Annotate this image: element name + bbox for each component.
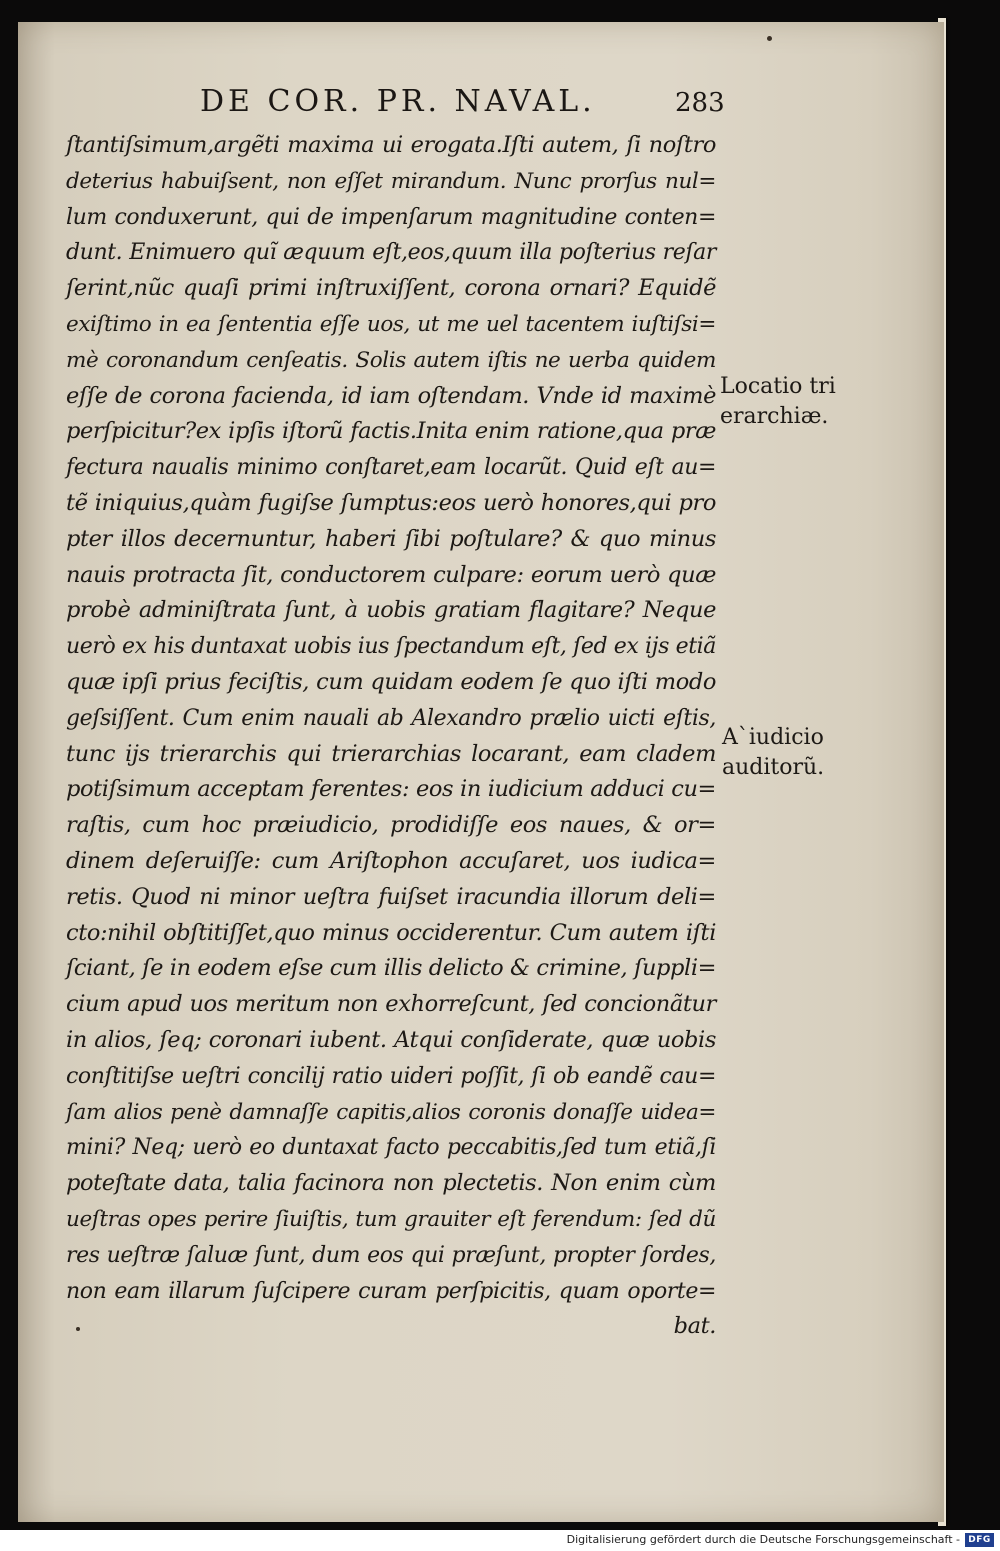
margin-note-line: Locatio tri	[720, 374, 836, 399]
text-line: ſam alios penè damnaſſe capitis,alios coronis donaſſe uidea=	[66, 1099, 716, 1125]
funding-notice: Digitalisierung gefördert durch die Deutsche Forschungsgemeinschaft -	[566, 1533, 960, 1546]
text-line: ſciant, ſe in eodem eſse cum illis delicto & crimine, ſuppli=	[66, 955, 717, 982]
page-number: 283	[675, 88, 725, 118]
text-line: pter illos decernuntur, haberi ſibi poſtulare? & quo minus	[66, 525, 716, 552]
text-line: potiſsimum acceptam ferentes: eos in iudicium adduci cu=	[66, 776, 716, 803]
margin-note-locatio	[720, 372, 836, 432]
footer-bar	[0, 1530, 1000, 1551]
text-line: lum conduxerunt, qui de impenſarum magnitudine conten=	[66, 204, 716, 230]
text-line: retis. Quod ni minor ueſtra fuiſset iracundia illorum deli=	[66, 883, 716, 910]
text-line: probè adminiſtrata ſunt, à uobis gratiam flagitare? Neque	[66, 597, 716, 624]
text-line: in alios, ſeq; coronari iubent. Atqui conſiderate, quæ uobis	[66, 1026, 716, 1053]
text-line: raſtis, cum hoc præiudicio, prodidiſſe eos naues, & or=	[66, 812, 716, 839]
margin-note-iudicio	[722, 723, 824, 783]
ink-spot	[767, 36, 772, 41]
running-head: DE COR. PR. NAVAL.	[200, 84, 596, 119]
text-line: cium apud uos meritum non exhorreſcunt, ſed concionãtur	[66, 991, 716, 1018]
text-line: mini? Neq; uerò eo duntaxat facto peccabitis,ſed tum etiã,ſi	[66, 1135, 716, 1161]
text-line: res ueſtræ ſaluæ ſunt, dum eos qui præſunt, propter ſordes,	[66, 1242, 716, 1268]
body-text	[66, 128, 716, 1345]
text-line: conſtitiſse ueſtri concilij ratio uideri poſſit, ſi ob eandẽ cau=	[66, 1063, 716, 1089]
text-line: uerò ex his duntaxat uobis ius ſpectandum eſt, ſed ex ijs etiã	[66, 634, 716, 660]
margin-note-line: auditorũ.	[722, 755, 825, 780]
text-line: geſsiſſent. Cum enim nauali ab Alexandro prælio uicti eſtis,	[66, 705, 716, 731]
text-line: non eam illarum ſuſcipere curam perſpicitis, quam oporte=	[66, 1278, 716, 1304]
text-line-final: bat.	[673, 1313, 716, 1340]
dfg-logo: DFG	[965, 1533, 994, 1547]
text-line: quæ ipſi prius feciſtis, cum quidam eodem ſe quo iſti modo	[66, 668, 716, 695]
text-line: dinem deſeruiſſe: cum Ariſtophon accuſaret, uos iudica=	[66, 847, 716, 874]
text-line: fectura naualis minimo conſtaret,eam locarũt. Quid eſt au=	[66, 455, 716, 481]
text-line: nauis protracta ſit, conductorem culpare: eorum uerò quæ	[66, 561, 716, 588]
text-line: ſtantiſsimum,argẽti maxima ui erogata.Iſti autem, ſi noſtro	[66, 132, 716, 158]
text-line: dunt. Enimuero quĩ æquum eſt,eos,quum illa poſterius reſar	[66, 240, 716, 266]
text-line: tẽ iniquius,quàm fugiſse ſumptus:eos uerò honores,qui pro	[66, 489, 716, 516]
text-line: mè coronandum cenſeatis. Solis autem iſtis ne uerba quidem	[66, 347, 716, 373]
text-line: deterius habuiſsent, non eſſet mirandum. Nunc prorſus nul=	[66, 168, 716, 194]
text-line: exiſtimo in ea ſententia eſſe uos, ut me uel tacentem iuſtiſsi=	[66, 311, 716, 337]
text-line: ueſtras opes perire ſiuiſtis, tum grauiter eſt ferendum: ſed dũ	[66, 1206, 716, 1232]
text-line: cto:nihil obſtitiſſet,quo minus occiderentur. Cum autem iſti	[66, 919, 716, 946]
margin-note-line: erarchiæ.	[720, 404, 829, 429]
text-line: poteſtate data, talia facinora non plectetis. Non enim cùm	[66, 1170, 716, 1197]
text-line: tunc ijs trierarchis qui trierarchias locarant, eam cladem	[66, 740, 716, 767]
text-line: eſſe de corona facienda, id iam oſtendam. Vnde id maximè	[66, 382, 716, 409]
margin-note-line: A`iudicio	[722, 725, 824, 750]
text-line: perſpicitur?ex ipſis iſtorũ factis.Inita enim ratione,qua præ	[66, 418, 716, 445]
text-line: ſerint,nũc quaſi primi inſtruxiſſent, corona ornari? Equidẽ	[66, 275, 716, 302]
